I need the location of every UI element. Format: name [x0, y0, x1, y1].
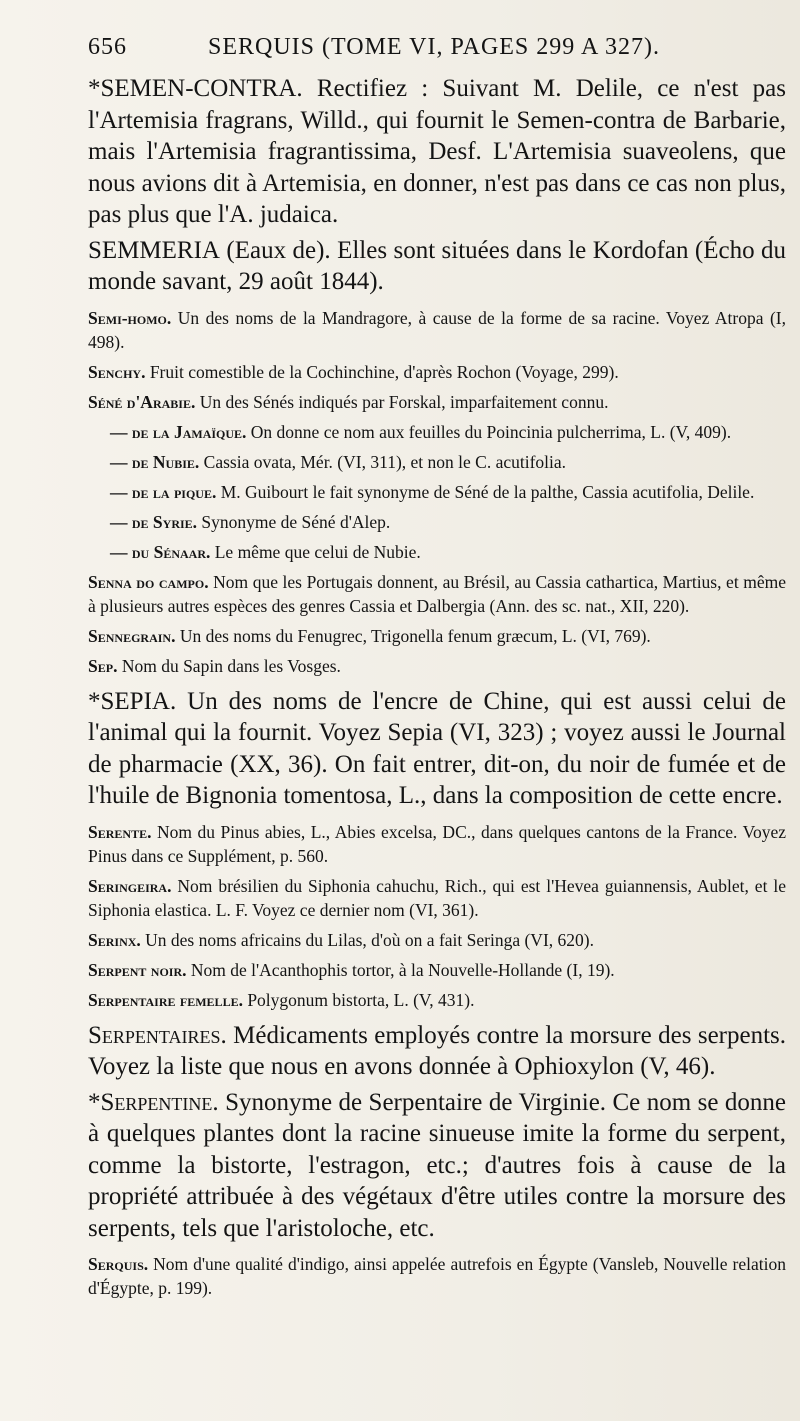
dictionary-entry	[88, 1252, 786, 1300]
entry-headword: Séné d'Arabie.	[88, 391, 196, 412]
entry-definition: Nom du Pinus abies, L., Abies excelsa, DC., dans quelques cantons de la France. Voyez Pinus dans ce Supplément, p. 560.	[88, 821, 786, 866]
dictionary-entry	[88, 390, 786, 414]
dictionary-entry	[88, 73, 786, 231]
entry-headword: *SEPIA.	[88, 687, 177, 715]
dictionary-entry	[88, 420, 786, 444]
dictionary-entry	[88, 235, 786, 298]
entry-headword: Sennegrain.	[88, 625, 176, 646]
entry-definition: (Eaux de). Elles sont situées dans le Kordofan (Écho du monde savant, 29 août 1844).	[88, 236, 787, 295]
entries-list	[88, 73, 786, 1300]
entry-definition: Cassia ovata, Mér. (VI, 311), et non le C. acutifolia.	[203, 451, 567, 472]
entry-headword: Serpentaire femelle.	[88, 989, 243, 1010]
entry-headword: — de la Jamaïque.	[110, 421, 247, 442]
entry-headword: Serinx.	[88, 929, 141, 950]
dictionary-entry	[88, 874, 786, 922]
entry-definition: Nom d'une qualité d'indigo, ainsi appelée autrefois en Égypte (Vansleb, Nouvelle relation d'Égypte, p. 199).	[88, 1254, 787, 1298]
entry-headword: Serpentaires.	[88, 1021, 227, 1049]
dictionary-entry	[88, 540, 786, 564]
entry-headword: Senna do campo.	[88, 571, 209, 592]
entry-definition: Nom du Sapin dans les Vosges.	[121, 655, 341, 676]
entry-definition: Fruit comestible de la Cochinchine, d'après Rochon (Voyage, 299).	[149, 361, 619, 382]
page-number: 656	[88, 34, 127, 60]
entry-headword: — de Syrie.	[110, 511, 198, 532]
entry-headword: — de la pique.	[110, 481, 217, 502]
entry-headword: Serente.	[88, 821, 152, 842]
entry-definition: Rectifiez : Suivant M. Delile, ce n'est pas l'Artemisia fragrans, Willd., qui fournit le Semen-contra de Barbarie, mais l'Artemisia fragrantissima, Desf. L'Artemisia suaveolens, que nous avions dit à Artemisia, en donner, n'est pas dans ce cas non plus, pas plus que l'A. judaica.	[88, 75, 786, 228]
entry-definition: Nom de l'Acanthophis tortor, à la Nouvelle-Hollande (I, 19).	[190, 959, 615, 980]
entry-headword: Semi-homo.	[88, 307, 172, 328]
running-title: SERQUIS (TOME VI, PAGES 299 A 327).	[208, 34, 660, 60]
entry-definition: Un des noms du Fenugrec, Trigonella fenum græcum, L. (VI, 769).	[179, 625, 651, 646]
dictionary-entry	[88, 306, 786, 354]
entry-headword: Serpent noir.	[88, 959, 187, 980]
entry-definition: Nom brésilien du Siphonia cahuchu, Rich., qui est l'Hevea guiannensis, Aublet, et le Siphonia elastica. L. F. Voyez ce dernier nom (VI, 361).	[88, 875, 787, 920]
entry-definition: Synonyme de Séné d'Alep.	[201, 511, 391, 532]
entry-definition: Un des noms de l'encre de Chine, qui est aussi celui de l'animal qui la fournit. Voyez Sepia (VI, 323) ; voyez aussi le Journal de pharmacie (XX, 36). On fait entrer, dit-on, du noir de fumée et de l'huile de Bignonia tomentosa, L., dans la composition de cette encre.	[88, 687, 786, 809]
dictionary-entry	[88, 1087, 786, 1245]
entry-definition: Polygonum bistorta, L. (V, 431).	[247, 989, 475, 1010]
dictionary-entry	[88, 988, 786, 1012]
dictionary-entry	[88, 928, 786, 952]
dictionary-entry	[88, 360, 786, 384]
dictionary-entry	[88, 958, 786, 982]
entry-headword: Senchy.	[88, 361, 146, 382]
entry-definition: Un des noms de la Mandragore, à cause de la forme de sa racine. Voyez Atropa (I, 498).	[88, 307, 787, 352]
entry-headword: *Serpentine.	[88, 1088, 219, 1116]
dictionary-entry	[88, 654, 786, 678]
entry-headword: SEMMERIA	[88, 236, 220, 264]
entry-headword: Sep.	[88, 655, 118, 676]
entry-definition: M. Guibourt le fait synonyme de Séné de la palthe, Cassia acutifolia, Delile.	[220, 481, 755, 502]
entry-definition: Nom que les Portugais donnent, au Brésil, au Cassia cathartica, Martius, et même à plusieurs autres espèces des genres Cassia et Dalbergia (Ann. des sc. nat., XII, 220).	[88, 571, 787, 616]
dictionary-entry	[88, 450, 786, 474]
entry-headword: Seringeira.	[88, 875, 172, 896]
entry-headword: — de Nubie.	[110, 451, 200, 472]
dictionary-entry	[88, 480, 786, 504]
page-header	[88, 34, 786, 61]
dictionary-entry	[88, 1020, 786, 1083]
entry-definition: On donne ce nom aux feuilles du Poincinia pulcherrima, L. (V, 409).	[250, 421, 732, 442]
entry-definition: Un des noms africains du Lilas, d'où on a fait Seringa (VI, 620).	[145, 929, 594, 950]
dictionary-entry	[88, 624, 786, 648]
entry-headword: — du Sénaar.	[110, 541, 211, 562]
entry-headword: *SEMEN-CONTRA.	[88, 75, 303, 102]
entry-definition: Le même que celui de Nubie.	[214, 541, 421, 562]
dictionary-entry	[88, 510, 786, 534]
entry-definition: Synonyme de Serpentaire de Virginie. Ce nom se donne à quelques plantes dont la racine sinueuse imite la forme du serpent, comme la bistorte, l'estragon, etc.; d'autres fois à cause de la propriété attribuée à des végétaux d'être utiles contre la morsure des serpents, tels que l'aristoloche, etc.	[88, 1088, 786, 1242]
dictionary-entry	[88, 820, 786, 868]
dictionary-entry	[88, 686, 786, 812]
entry-definition: Un des Sénés indiqués par Forskal, imparfaitement connu.	[199, 391, 609, 412]
dictionary-entry	[88, 570, 786, 618]
entry-definition: Médicaments employés contre la morsure des serpents. Voyez la liste que nous en avons donnée à Ophioxylon (V, 46).	[88, 1021, 787, 1080]
entry-headword: Serquis.	[88, 1254, 149, 1274]
